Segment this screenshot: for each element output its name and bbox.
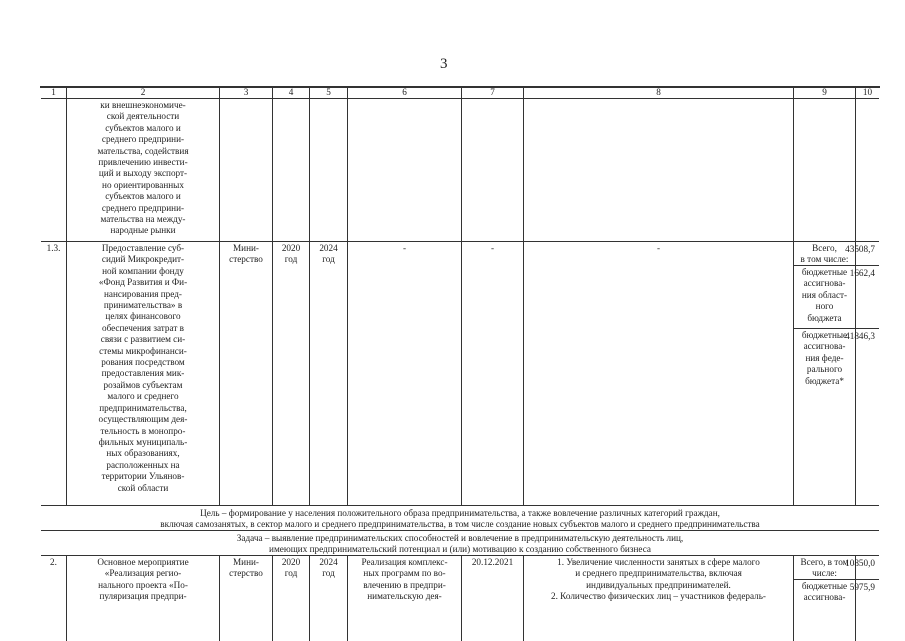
table-header-row (41, 87, 879, 99)
row-number (41, 242, 67, 505)
goal-text: Цель – формирование у населения положительного образа предпринимательства, а также вовлечение различных категорий граждан, включая самозанятых, в сектор малого и среднего предпринимательства, в том числе создание новых субъектов малого и среднего предпринимательства (160, 508, 760, 530)
header-col-9: 9 (794, 87, 856, 98)
activity-name-text: Предоставление суб- сидий Микрокредит- ной компании фонду «Фонд Развития и Фи- нансирования пред- принимательства» в целях финансового обеспечения затрат в связи с развитием си- стемы микрофинанси- рования посредством предоставления мик- розаймов субъектам малого и среднего предпринимательства, осуществляющим дея- тельность в монопро- фильных муниципаль- ных образованиях, расположенных на территории Ульянов- ской области (98, 243, 188, 493)
header-col-10: 10 (862, 87, 873, 97)
result-dash: - (402, 243, 407, 253)
header-col-1: 1 (41, 87, 67, 98)
start-year (273, 242, 310, 505)
responsible (220, 556, 273, 641)
program-table (40, 86, 880, 603)
funding-federal-amount: 41846,3 (845, 331, 875, 341)
table-row-1-3 (41, 242, 879, 506)
cell-c4 (273, 99, 310, 241)
end-year-text: 2024 год (319, 557, 338, 579)
start-year-text: 2020 год (281, 557, 301, 579)
header-col-8: 8 (524, 87, 794, 98)
end-year (310, 556, 348, 641)
cell-c10 (856, 99, 879, 241)
cell-c3 (220, 99, 273, 241)
result-cell (348, 242, 462, 505)
row-number-text: 2. (50, 557, 57, 567)
header-col-4: 4 (273, 87, 310, 98)
activity-name-text: Основное мероприятие «Реализация регио- нального проекта «По- пуляризация предпри- (97, 557, 189, 602)
funding-total-label: Всего, в том числе: (800, 557, 849, 579)
funding-amount-cell (856, 556, 879, 641)
activity-name (67, 556, 220, 641)
indicators-cell (524, 242, 794, 505)
funding-regional-label: бюджетные ассигнова- (801, 581, 848, 603)
date-dash: - (490, 243, 495, 253)
header-col-7: 7 (462, 87, 524, 98)
task-text: Задача – выявление предпринимательских способностей и вовлечение в предпринимательскую деятельность лиц, имеющих предпринимательский потенциал и (или) мотивацию к созданию собственного бизнеса (236, 533, 684, 555)
cell-c8 (524, 99, 794, 241)
header-col-5: 5 (310, 87, 348, 98)
funding-total-amount: 43508,7 (845, 244, 875, 254)
table-row-continuation (41, 99, 879, 242)
activity-name-continued: ки внешнеэкономиче- ской деятельности субъектов малого и среднего предприни- мательства, содействия привлечению инвести- ций и выходу экспорт- но ориентированных субъектов малого и среднего предприни- мательства на между- народные рынки (97, 100, 189, 236)
start-year-text: 2020 год (281, 243, 301, 265)
table-row-2 (41, 556, 879, 641)
start-year (273, 556, 310, 641)
cell-c5 (310, 99, 348, 241)
goal-row (41, 506, 879, 531)
header-col-2: 2 (67, 87, 220, 98)
funding-source-cell (794, 556, 856, 641)
cell-c1 (41, 99, 67, 241)
row2-regional-amount: 5975,9 (849, 582, 875, 592)
responsible-text: Мини- стерство (229, 243, 263, 265)
end-year-text: 2024 год (319, 243, 338, 265)
row-number-text: 1.3. (46, 243, 61, 253)
cell-c2 (67, 99, 220, 241)
date-text: 20.12.2021 (471, 557, 514, 567)
funding-total-label: Всего, в том числе: (800, 243, 849, 265)
row-number (41, 556, 67, 641)
header-col-6: 6 (348, 87, 462, 98)
date-cell (462, 242, 524, 505)
header-col-3: 3 (220, 87, 273, 98)
funding-regional-amount: 1662,4 (849, 268, 875, 278)
responsible (220, 242, 273, 505)
date-cell (462, 556, 524, 641)
indicators-text: 1. Увеличение численности занятых в сфере малого и среднего предпринимательства, включая индивидуальных предпринимателей. 2. Количество физических лиц – участников федераль- (550, 557, 766, 602)
funding-amount-cell (856, 242, 879, 505)
result-text: Реализация комплекс- ных программ по во- влечению в предпри- нимательскую дея- (361, 557, 448, 602)
activity-name (67, 242, 220, 505)
responsible-text: Мини- стерство (229, 557, 263, 579)
funding-federal-label: бюджетные ассигнова- ния феде- рального бюджета* (801, 330, 848, 386)
cell-c7 (462, 99, 524, 241)
result-cell (348, 556, 462, 641)
indicators-cell (524, 556, 794, 641)
indicators-dash: - (656, 243, 661, 253)
page-number: 3 (440, 56, 448, 72)
cell-c9 (794, 99, 856, 241)
cell-c6 (348, 99, 462, 241)
funding-source-cell (794, 242, 856, 505)
funding-regional-label: бюджетные ассигнова- ния област- ного бюджета (801, 267, 848, 323)
end-year (310, 242, 348, 505)
task-row (41, 531, 879, 556)
row2-total-amount: 10850,0 (845, 558, 875, 568)
